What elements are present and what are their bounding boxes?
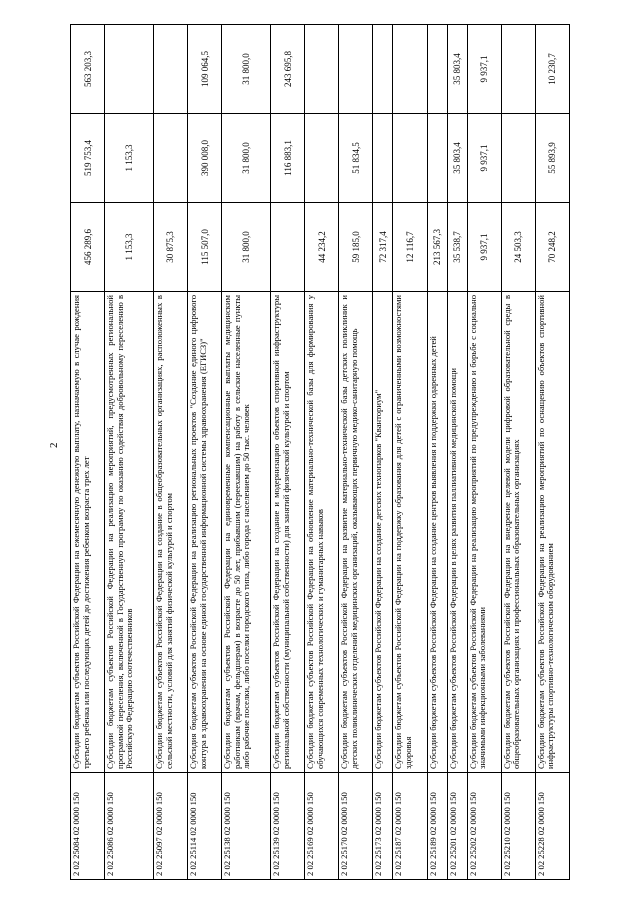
classification-code-cell: 2 02 25139 02 0000 150 — [271, 773, 305, 880]
table-row — [305, 25, 339, 880]
amount-year-2-cell — [501, 114, 535, 203]
amount-year-1-cell: 213 567,3 — [427, 203, 447, 292]
classification-code-cell: 2 02 25210 02 0000 150 — [501, 773, 535, 880]
amount-year-3-cell: 9 937,1 — [467, 25, 501, 114]
amount-year-3-cell — [427, 25, 447, 114]
amount-year-1-cell: 59 185,0 — [339, 203, 373, 292]
amount-year-1-cell: 44 234,2 — [305, 203, 339, 292]
description-cell: Субсидии бюджетам субъектов Российской Федерации на поддержку образования для детей с ограниченными возможностями здоровья — [393, 292, 427, 773]
description-cell: Субсидии бюджетам субъектов Российской Федерации на внедрение целевой модели цифровой образовательной среды в общеобразовательных организациях и профессиональных образовательных организациях — [501, 292, 535, 773]
table-row — [393, 25, 427, 880]
table-row — [447, 25, 467, 880]
amount-year-2-cell: 390 008,0 — [188, 114, 222, 203]
table-row — [501, 25, 535, 880]
classification-code-cell: 2 02 25228 02 0000 150 — [535, 773, 569, 880]
table-row — [105, 25, 154, 880]
description-cell: Субсидия бюджетам субъектов Российской Федерации на реализацию региональных проектов "Создание единого цифрового контура в здравоохранении на основе единой государственной информационной системы здравоохранения (ЕГИСЗ)" — [188, 292, 222, 773]
description-cell: Субсидии бюджетам субъектов Российской Федерации на создание детских технопарков "Кванториум" — [373, 292, 393, 773]
amount-year-3-cell: 10 230,7 — [535, 25, 569, 114]
amount-year-2-cell — [373, 114, 393, 203]
description-cell: Субсидии бюджетам субъектов Российской Федерации в целях развития паллиативной медицинской помощи — [447, 292, 467, 773]
amount-year-2-cell: 519 753,4 — [71, 114, 105, 203]
table-row — [71, 25, 105, 880]
amount-year-1-cell: 115 507,0 — [188, 203, 222, 292]
classification-code-cell: 2 02 25086 02 0000 150 — [105, 773, 154, 880]
classification-code-cell: 2 02 25097 02 0000 150 — [153, 773, 187, 880]
amount-year-1-cell: 30 875,3 — [153, 203, 187, 292]
description-cell: Субсидии бюджетам субъектов Российской Федерации на ежемесячную денежную выплату, назначаемую в случае рождения третьего ребенка или последующих детей до достижения ребенком возраста трех лет — [71, 292, 105, 773]
amount-year-2-cell: 1 153,3 — [105, 114, 154, 203]
description-cell: Субсидии бюджетам субъектов Российской Федерации на создание центров выявления и поддержки одаренных детей — [427, 292, 447, 773]
amount-year-3-cell: 563 203,3 — [71, 25, 105, 114]
classification-code-cell: 2 02 25114 02 0000 150 — [188, 773, 222, 880]
amount-year-1-cell: 70 248,2 — [535, 203, 569, 292]
classification-code-cell: 2 02 25084 02 0000 150 — [71, 773, 105, 880]
table-row — [467, 25, 501, 880]
amount-year-3-cell: 109 064,5 — [188, 25, 222, 114]
amount-year-3-cell — [339, 25, 373, 114]
amount-year-1-cell: 31 800,0 — [222, 203, 271, 292]
amount-year-3-cell — [153, 25, 187, 114]
amount-year-2-cell: 31 800,0 — [222, 114, 271, 203]
amount-year-2-cell — [305, 114, 339, 203]
classification-code-cell: 2 02 25189 02 0000 150 — [427, 773, 447, 880]
amount-year-3-cell — [373, 25, 393, 114]
document-page — [70, 30, 570, 880]
amount-year-1-cell — [271, 203, 305, 292]
amount-year-2-cell — [393, 114, 427, 203]
amount-year-3-cell: 31 800,0 — [222, 25, 271, 114]
amount-year-2-cell: 35 803,4 — [447, 114, 467, 203]
amount-year-1-cell: 24 503,3 — [501, 203, 535, 292]
classification-code-cell: 2 02 25138 02 0000 150 — [222, 773, 271, 880]
description-cell: Субсидии бюджетам субъектов Российской Федерации на обновление материально-технической базы для формирования у обучающихся современных технологических и гуманитарных навыков — [305, 292, 339, 773]
description-cell: Субсидии бюджетам субъектов Российской Федерации на реализацию мероприятий, предусмотренных региональной программой переселения, включенной в Государственную программу по оказанию содействия добровольному переселению в Российскую Федерацию соотечественников — [105, 292, 154, 773]
amount-year-2-cell — [427, 114, 447, 203]
table-row — [535, 25, 569, 880]
amount-year-2-cell: 55 893,9 — [535, 114, 569, 203]
description-cell: Субсидии бюджетам субъектов Российской Федерации на создание и модернизацию объектов спортивной инфраструктуры региональной собственности (муниципальной собственности) для занятий физической культурой и спортом — [271, 292, 305, 773]
classification-code-cell: 2 02 25173 02 0000 150 — [373, 773, 393, 880]
amount-year-3-cell — [305, 25, 339, 114]
description-cell: Субсидии бюджетам субъектов Российской Федерации на единовременные компенсационные выплаты медицинским работникам (врачам, фельдшерам) в возрасте до 50 лет, прибывшим (переехавшим) на работу в сельские населенные пункты либо рабочие поселки, либо поселки городского типа, либо города с населением до 50 тыс. человек — [222, 292, 271, 773]
amount-year-2-cell: 51 834,5 — [339, 114, 373, 203]
amount-year-1-cell: 9 937,1 — [467, 203, 501, 292]
amount-year-2-cell: 9 937,1 — [467, 114, 501, 203]
amount-year-1-cell: 1 153,3 — [105, 203, 154, 292]
description-cell: Субсидии бюджетам субъектов Российской Федерации на реализацию мероприятий по предупреждению и борьбе с социально значимыми инфекционными заболеваниями — [467, 292, 501, 773]
budget-table — [70, 24, 570, 880]
amount-year-1-cell: 72 317,4 — [373, 203, 393, 292]
classification-code-cell: 2 02 25170 02 0000 150 — [339, 773, 373, 880]
amount-year-3-cell — [501, 25, 535, 114]
table-row — [222, 25, 271, 880]
description-cell: Субсидии бюджетам субъектов Российской Федерации на развитие материально-технической базы детских поликлиник и детских поликлинических отделений медицинских организаций, оказывающих первичную медико-санитарную помощь — [339, 292, 373, 773]
budget-table-body — [71, 25, 570, 880]
amount-year-1-cell: 35 538,7 — [447, 203, 467, 292]
page-number: 2 — [48, 442, 60, 448]
table-row — [373, 25, 393, 880]
amount-year-1-cell: 456 289,6 — [71, 203, 105, 292]
amount-year-3-cell: 35 803,4 — [447, 25, 467, 114]
amount-year-2-cell: 116 883,1 — [271, 114, 305, 203]
table-row — [339, 25, 373, 880]
description-cell: Субсидии бюджетам субъектов Российской Федерации на создание в общеобразовательных организациях, расположенных в сельской местности, условий для занятий физической культурой и спортом — [153, 292, 187, 773]
amount-year-1-cell: 12 116,7 — [393, 203, 427, 292]
classification-code-cell: 2 02 25169 02 0000 150 — [305, 773, 339, 880]
amount-year-3-cell — [393, 25, 427, 114]
table-row — [271, 25, 305, 880]
table-row — [427, 25, 447, 880]
classification-code-cell: 2 02 25202 02 0000 150 — [467, 773, 501, 880]
amount-year-3-cell — [105, 25, 154, 114]
classification-code-cell: 2 02 25187 02 0000 150 — [393, 773, 427, 880]
description-cell: Субсидии бюджетам субъектов Российской Федерации на реализацию мероприятий по оснащению объектов спортивной инфраструктуры спортивно-технологическим оборудованием — [535, 292, 569, 773]
amount-year-2-cell — [153, 114, 187, 203]
table-row — [153, 25, 187, 880]
table-row — [188, 25, 222, 880]
amount-year-3-cell: 243 695,8 — [271, 25, 305, 114]
classification-code-cell: 2 02 25201 02 0000 150 — [447, 773, 467, 880]
